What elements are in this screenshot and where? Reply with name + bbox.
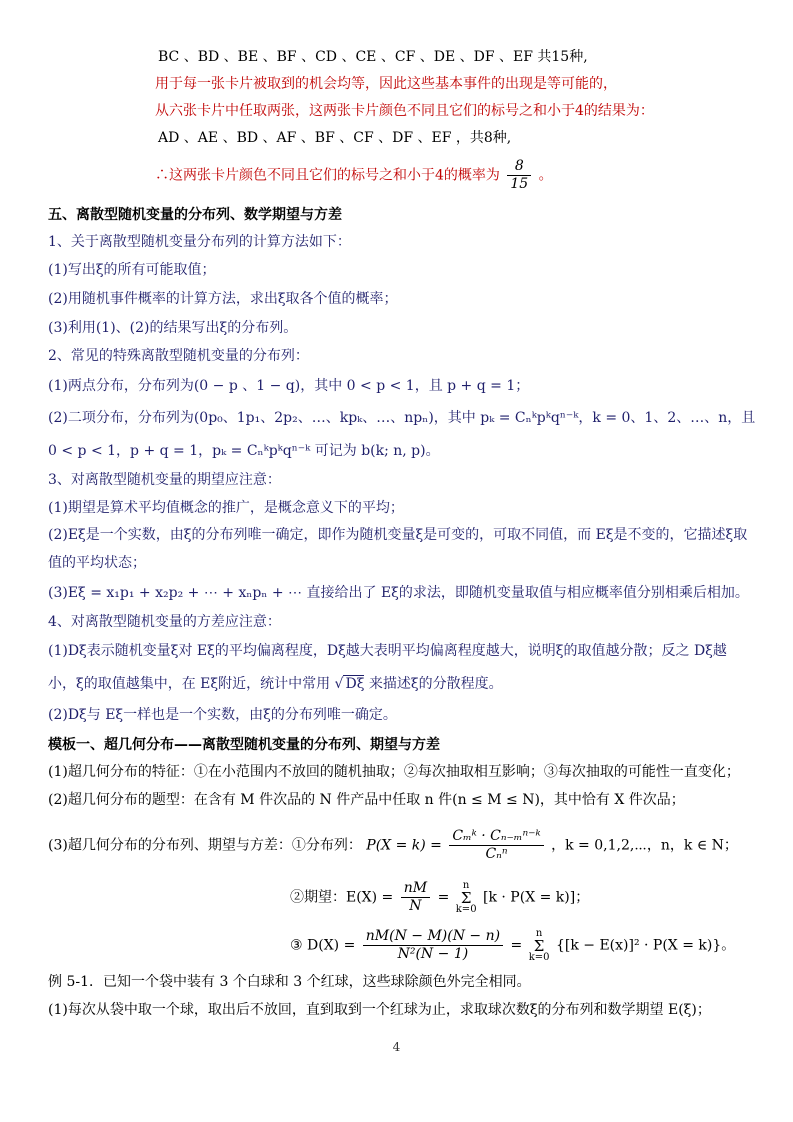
p2-item-1: (1)两点分布，分布列为(0 − p 、1 − q)，其中 0 < p < 1，且 p + q = 1； — [48, 378, 530, 394]
page-number: 4 — [392, 1040, 401, 1054]
header-line-2: 用于每一张卡片被取到的机会均等，因此这些基本事件的出现是等可能的， — [155, 76, 617, 92]
p3-item-2b: 值的平均状态； — [48, 555, 146, 571]
p3-item-2a: (2)Eξ是一个实数，由ξ的分布列唯一确定，即作为随机变量ξ是可变的，可取不同值，而 Eξ是不变的，它描述ξ取 — [48, 527, 748, 543]
distribution-fraction — [449, 828, 543, 863]
template-item-1: (1)超几何分布的特征：①在小范围内不放回的随机抽取；②每次抽取相互影响；③每次抽取的可能性一直变化； — [48, 764, 740, 780]
p3-item-3: (3)Eξ = x₁p₁ + x₂p₂ + ⋯ + xₙpₙ + ⋯ 直接给出了 Eξ的求法，即随机变量取值与相应概率值分别相乘后相加。 — [48, 585, 749, 601]
distribution-lhs: P(X = k) = — [366, 837, 442, 854]
expectation-post: [k · P(X = k)]； — [483, 889, 590, 906]
sqrt-radicand: Dξ — [345, 676, 365, 692]
template-item-2: (2)超几何分布的题型：在含有 M 件次品的 N 件产品中任取 n 件(n ≤ M ≤ N)，其中恰有 X 件次品； — [48, 792, 685, 808]
expectation-denominator: N — [409, 898, 422, 914]
expectation-pre: ②期望：E(X) = — [290, 889, 394, 906]
section-p4: 4、对离散型随机变量的方差应注意： — [48, 614, 281, 630]
probability-tail: 。 — [538, 167, 553, 184]
p4-item-2: (2)Dξ与 Eξ一样也是一个实数，由ξ的分布列唯一确定。 — [48, 707, 397, 723]
variance-denominator: N²(N − 1) — [397, 946, 469, 962]
distribution-denominator: Cₙⁿ — [485, 846, 508, 862]
variance-sum: n Σ k=0 — [528, 927, 550, 963]
header-line-3: 从六张卡片中任取两张，这两张卡片颜色不同且它们的标号之和小于4的结果为： — [155, 103, 654, 119]
p2-item-2b: 0 < p < 1，p + q = 1，pₖ = Cₙᵏpᵏqⁿ⁻ᵏ 可记为 b(k; n, p)。 — [48, 443, 440, 459]
variance-post: {[k − E(x)]² · P(X = k)}。 — [555, 937, 736, 954]
expectation-fraction — [401, 880, 430, 915]
probability-numerator: 8 — [507, 158, 531, 176]
template-item-3-post: ，k = 0,1,2,⋯，n，k ∈ N； — [551, 837, 738, 854]
sqrt-symbol: √ Dξ — [334, 676, 365, 692]
p4-item-1b-pre: 小，ξ的取值越集中，在 Eξ附近，统计中常用 — [48, 676, 331, 692]
example-line-2: (1)每次从袋中取一个球，取出后不放回，直到取到一个红球为止，求取球次数ξ的分布列和数学期望 E(ξ)； — [48, 1002, 711, 1018]
header-line-1: BC 、BD 、BE 、BF 、CD 、CE 、CF 、DE 、DF 、EF 共15种, — [158, 49, 588, 65]
probability-line — [155, 158, 553, 193]
probability-fraction — [507, 158, 531, 193]
probability-text: ∴这两张卡片颜色不同且它们的标号之和小于4的概率为 — [155, 167, 500, 184]
p3-item-1: (1)期望是算术平均值概念的推广，是概念意义下的平均； — [48, 500, 404, 516]
variance-numerator: nM(N − M)(N − n) — [363, 928, 503, 946]
expectation-formula: ②期望：E(X) = $\frac{nM}{N}$ = n Σ k=0 [k · P(X = k)]； — [290, 879, 590, 915]
p1-item-1: (1)写出ξ的所有可能取值； — [48, 262, 216, 278]
variance-fraction — [363, 928, 503, 963]
example-line-1: 例 5-1．已知一个袋中装有 3 个白球和 3 个红球，这些球除颜色外完全相同。 — [48, 974, 531, 990]
p4-item-1b — [48, 674, 503, 694]
header-line-4: AD 、AE 、BD 、AF 、BF 、CF 、DF 、EF ，共8种, — [158, 130, 512, 146]
p2-item-2a: (2)二项分布，分布列为(0p₀、1p₁、2p₂、…、kpₖ、…、npₙ)，其中 pₖ = Cₙᵏpᵏqⁿ⁻ᵏ，k = 0、1、2、…、n，且 — [48, 410, 756, 426]
expectation-numerator: nM — [401, 880, 430, 898]
section-p3: 3、对离散型随机变量的期望应注意： — [48, 472, 281, 488]
template-item-3-pre: (3)超几何分布的分布列、期望与方差：①分布列： — [48, 837, 362, 854]
distribution-numerator: Cₘᵏ · Cₙ₋ₘⁿ⁻ᵏ — [449, 828, 543, 846]
template-title: 模板一、超几何分布——离散型随机变量的分布列、期望与方差 — [48, 737, 440, 753]
p4-item-1b-post: 来描述ξ的分散程度。 — [368, 676, 503, 692]
section-p1: 1、关于离散型随机变量分布列的计算方法如下： — [48, 234, 351, 250]
section-title: 五、离散型随机变量的分布列、数学期望与方差 — [48, 207, 342, 223]
expectation-sum: n Σ k=0 — [455, 879, 477, 915]
section-p2: 2、常见的特殊离散型随机变量的分布列： — [48, 348, 309, 364]
p1-item-2: (2)用随机事件概率的计算方法，求出ξ取各个值的概率； — [48, 291, 398, 307]
p1-item-3: (3)利用(1)、(2)的结果写出ξ的分布列。 — [48, 320, 298, 336]
p4-item-1a: (1)Dξ表示随机变量ξ对 Eξ的平均偏离程度，Dξ越大表明平均偏离程度越大，说明ξ的取值越分散；反之 Dξ越 — [48, 643, 727, 659]
variance-pre: ③ D(X) = — [290, 937, 356, 954]
template-item-3 — [48, 828, 738, 863]
variance-formula: ③ D(X) = $\frac{nM(N - M)(N - n)}{\text{N²(N − 1)}}$ = n Σ k=0 {[k − E(x)]² · P(X = k)}。 — [290, 927, 736, 963]
probability-denominator: 15 — [510, 176, 529, 192]
